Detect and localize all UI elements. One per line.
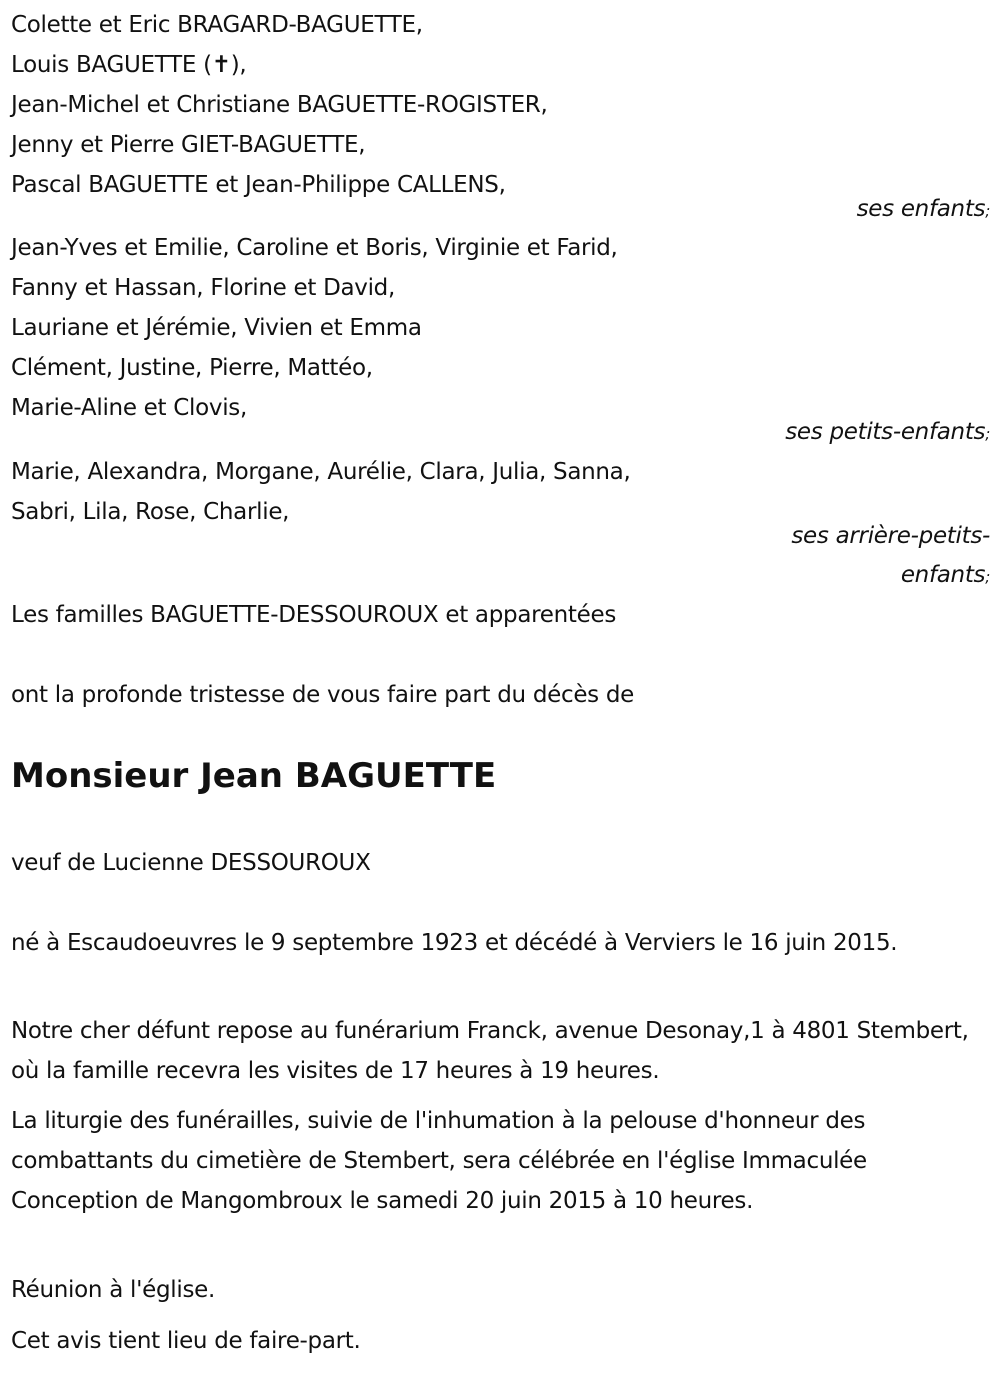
role-text: ses enfants (856, 196, 986, 222)
liturgy-paragraph: La liturgie des funérailles, suivie de l'inhumation à la pelouse d'honneur des combattants du cimetière de Stembert, sera célébrée en l'église Immaculée Conception de Mangombroux le samedi 20 juin 2015 à 10 heures. (11, 1108, 867, 1214)
list-item: Pascal BAGUETTE et Jean-Philippe CALLENS, (11, 172, 506, 198)
list-item: Sabri, Lila, Rose, Charlie, (11, 499, 290, 525)
role-punctuation: ; (985, 568, 990, 586)
grandchildren-role-label (785, 412, 990, 452)
families-line (11, 595, 990, 635)
announcement-line (11, 675, 990, 715)
list-item: Fanny et Hassan, Florine et David, (11, 275, 395, 301)
role-text: enfants (900, 562, 986, 588)
role-punctuation: ; (985, 425, 990, 443)
list-item: Marie, Alexandra, Morgane, Aurélie, Clara, Julia, Sanna, (11, 459, 631, 485)
children-list (11, 5, 990, 205)
children-role-label (857, 189, 990, 229)
list-item: Louis BAGUETTE (✝), (11, 52, 247, 78)
role-text: ses petits-enfants (785, 419, 986, 445)
grandchildren-list (11, 228, 990, 428)
list-item: Jean-Michel et Christiane BAGUETTE-ROGISTER, (11, 92, 548, 118)
notice-paragraph: Cet avis tient lieu de faire-part. (11, 1328, 361, 1354)
role-text: ses arrière-petits- (791, 523, 990, 549)
list-item: Jean-Yves et Emilie, Caroline et Boris, Virginie et Farid, (11, 235, 618, 261)
rest-paragraph: Notre cher défunt repose au funérarium Franck, avenue Desonay,1 à 4801 Stembert, où la famille recevra les visites de 17 heures à 19 heures. (11, 1018, 969, 1084)
list-item: Clément, Justine, Pierre, Mattéo, (11, 355, 373, 381)
birth-death-paragraph: né à Escaudoeuvres le 9 septembre 1923 et décédé à Verviers le 16 juin 2015. (11, 930, 898, 956)
announcement-text: ont la profonde tristesse de vous faire part du décès de (11, 682, 635, 708)
meeting-paragraph: Réunion à l'église. (11, 1277, 215, 1303)
list-item: Jenny et Pierre GIET-BAGUETTE, (11, 132, 366, 158)
list-item: Marie-Aline et Clovis, (11, 395, 247, 421)
list-item: Lauriane et Jérémie, Vivien et Emma (11, 315, 422, 341)
deceased-name: Monsieur Jean BAGUETTE (11, 756, 497, 796)
great-grandchildren-role-label-2 (901, 555, 990, 595)
families-text: Les familles BAGUETTE-DESSOUROUX et apparentées (11, 602, 617, 628)
great-grandchildren-role-label-1 (791, 516, 990, 556)
list-item: Colette et Eric BRAGARD-BAGUETTE, (11, 12, 423, 38)
widower-text: veuf de Lucienne DESSOUROUX (11, 850, 371, 876)
widower-line (11, 843, 990, 883)
role-punctuation: ; (985, 202, 990, 220)
